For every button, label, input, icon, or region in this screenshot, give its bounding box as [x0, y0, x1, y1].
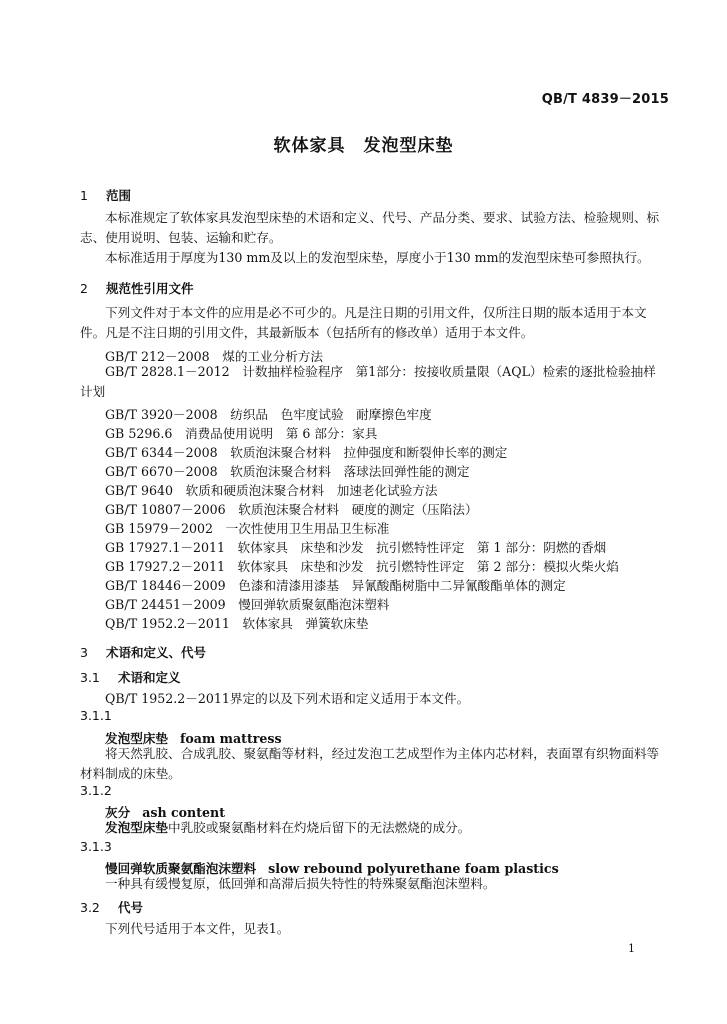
normative-intro: 下列文件对于本文件的应用是必不可少的。凡是注日期的引用文件，仅所注日期的版本适用于本文件。凡是不注日期的引用文件，其最新版本（包括所有的修改单）适用于本文件。: [80, 305, 647, 340]
section-3-heading: [80, 643, 206, 661]
section-number: 3.2: [80, 900, 100, 915]
standard-code: QB/T 4839－2015: [541, 92, 669, 107]
section-title: 代号: [118, 900, 144, 915]
reference-item: GB/T 10807－2006 软质泡沫聚合材料 硬度的测定（压陷法）: [105, 502, 478, 517]
term-zh: 灰分: [105, 805, 131, 820]
reference-item: QB/T 1952.2－2011 软体家具 弹簧软床垫: [105, 616, 369, 631]
term-number: 3.1.1: [80, 708, 112, 723]
term-zh: 发泡型床垫: [105, 731, 168, 746]
reference-item: GB/T 212－2008 煤的工业分析方法: [105, 349, 323, 364]
reference-item: GB/T 6670－2008 软质泡沫聚合材料 落球法回弹性能的测定: [105, 464, 470, 479]
section-title: 术语和定义、代号: [106, 645, 207, 660]
term-en: foam mattress: [179, 731, 282, 746]
term-zh: 慢回弹软质聚氨酯泡沫塑料: [105, 861, 257, 876]
subsection-3-2-heading: [80, 898, 143, 916]
reference-item: GB 17927.2－2011 软体家具 床垫和沙发 抗引燃特性评定 第 2 部分：模拟火柴火焰: [105, 559, 619, 574]
section-title: 范围: [106, 188, 132, 203]
section-number: 2: [80, 281, 88, 296]
term-definition: 一种具有缓慢复原，低回弹和高滞后损失特性的特殊聚氨酯泡沫塑料。: [105, 876, 496, 891]
codes-text: 下列代号适用于本文件，见表1。: [105, 921, 290, 936]
section-number: 1: [80, 188, 88, 203]
reference-item: GB/T 6344－2008 软质泡沫聚合材料 拉伸强度和断裂伸长率的测定: [105, 445, 508, 460]
page-title: 软体家具 发泡型床垫: [273, 136, 454, 156]
section-number: 3: [80, 645, 88, 660]
reference-item: GB/T 24451－2009 慢回弹软质聚氨酯泡沫塑料: [105, 597, 390, 612]
reference-item: GB 15979－2002 一次性使用卫生用品卫生标准: [105, 521, 390, 536]
reference-item: GB/T 2828.1－2012 计数抽样检验程序 第1部分：按接收质量限（AQL）检索的逐批检验抽样计划: [80, 364, 656, 399]
reference-item: GB/T 3920－2008 纺织品 色牢度试验 耐摩擦色牢度: [105, 407, 432, 422]
section-1-heading: [80, 186, 131, 204]
term-en: ash content: [142, 805, 226, 820]
section-title: 术语和定义: [118, 670, 181, 685]
term-reference: 发泡型床垫: [105, 820, 168, 835]
reference-item: GB/T 9640 软质和硬质泡沫聚合材料 加速老化试验方法: [105, 483, 438, 498]
term-en: slow rebound polyurethane foam plastics: [268, 861, 559, 876]
section-2-heading: [80, 279, 194, 297]
section-title: 规范性引用文件: [106, 281, 194, 296]
term-definition: [80, 818, 665, 838]
scope-paragraph-1: 本标准规定了软体家具发泡型床垫的术语和定义、代号、产品分类、要求、试验方法、检验规则、标志、使用说明、包装、运输和贮存。: [80, 210, 660, 245]
term-definition-text: 中乳胶或聚氨酯材料在灼烧后留下的无法燃烧的成分。: [167, 820, 471, 835]
terms-intro: QB/T 1952.2－2011界定的以及下列术语和定义适用于本文件。: [105, 691, 470, 706]
page-number: 1: [628, 942, 635, 955]
reference-item: GB 5296.6 消费品使用说明 第 6 部分：家具: [105, 426, 378, 441]
term-definition: 将天然乳胶、合成乳胶、聚氨酯等材料，经过发泡工艺成型作为主体内芯材料，表面罩有织物面料等材料制成的床垫。: [80, 746, 660, 781]
term-number: 3.1.2: [80, 783, 112, 798]
subsection-3-1-heading: [80, 668, 181, 686]
term-number: 3.1.3: [80, 839, 112, 854]
section-number: 3.1: [80, 670, 100, 685]
reference-item: GB 17927.1－2011 软体家具 床垫和沙发 抗引燃特性评定 第 1 部分：阴燃的香烟: [105, 540, 607, 555]
reference-item: GB/T 18446－2009 色漆和清漆用漆基 异氰酸酯树脂中二异氰酸酯单体的测定: [105, 578, 566, 593]
scope-paragraph-2: 本标准适用于厚度为130 mm及以上的发泡型床垫，厚度小于130 mm的发泡型床垫可参照执行。: [105, 250, 650, 265]
